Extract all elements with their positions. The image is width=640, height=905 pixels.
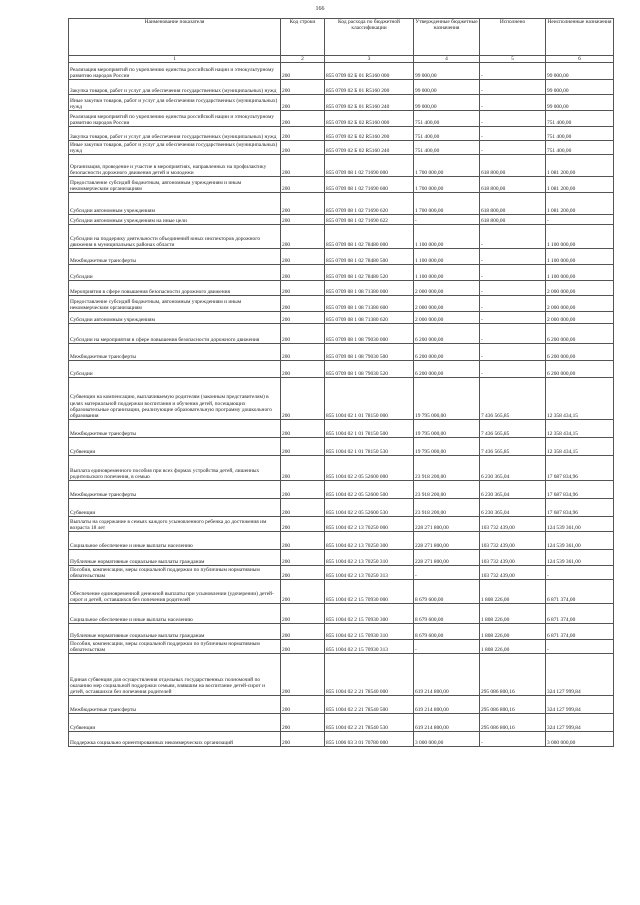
header-executed: Исполнено <box>480 19 546 56</box>
table-row <box>69 640 614 654</box>
row-name: Реализация мероприятий по укреплению единства российской нации и этнокультурному развитию народов России <box>69 111 281 127</box>
table-row <box>69 438 614 456</box>
row-line-code: 200 <box>281 296 325 312</box>
row-budget-code: 855 0709 08 1 02 78480 000 <box>325 225 414 249</box>
table-row <box>69 732 614 747</box>
table-row <box>69 111 614 127</box>
row-budget-code: 855 1004 02 2 13 70250 310 <box>325 550 414 566</box>
table-row <box>69 456 614 481</box>
row-executed: 6 230 365,04 <box>480 456 546 481</box>
row-executed: - <box>480 361 546 378</box>
row-name: Субсидии на поддержку деятельности объединений юных инспекторов дорожного движения в муниципальных районах области <box>69 225 281 249</box>
row-unexecuted: 1 081 200,00 <box>546 177 614 193</box>
row-budget-code: 855 0709 08 1 08 79030 500 <box>325 344 414 361</box>
table-row <box>69 654 614 696</box>
row-unexecuted: 6 871 374,00 <box>546 624 614 640</box>
row-executed: - <box>480 95 546 111</box>
row-budget-code: 855 0709 08 1 02 78480 500 <box>325 249 414 265</box>
row-approved: 228 271 800,00 <box>414 550 480 566</box>
row-approved: - <box>414 566 480 580</box>
row-executed: 6 230 365,04 <box>480 499 546 517</box>
row-name: Закупка товаров, работ и услуг для обеспечения государственных (муниципальных) нужд <box>69 80 281 95</box>
row-name: Закупка товаров, работ и услуг для обеспечения государственных (муниципальных) нужд <box>69 127 281 141</box>
row-approved: 2 000 000,00 <box>414 312 480 324</box>
table-row <box>69 481 614 499</box>
row-budget-code: 855 1004 02 2 21 78540 000 <box>325 654 414 696</box>
table-row <box>69 624 614 640</box>
row-budget-code: 855 0709 08 1 02 78480 520 <box>325 265 414 281</box>
row-approved: 751 400,00 <box>414 141 480 155</box>
row-line-code: 200 <box>281 732 325 747</box>
row-approved: 751 400,00 <box>414 127 480 141</box>
column-number: 4 <box>414 56 480 63</box>
row-approved: 8 679 600,00 <box>414 624 480 640</box>
row-line-code: 200 <box>281 361 325 378</box>
row-executed: 7 436 565,85 <box>480 438 546 456</box>
row-name: Субсидии на мероприятия в сфере повышения безопасности дорожного движения <box>69 324 281 344</box>
row-unexecuted: 3 000 000,00 <box>546 732 614 747</box>
row-name: Межбюджетные трансферты <box>69 696 281 714</box>
row-executed: - <box>480 296 546 312</box>
row-budget-code: 855 1004 02 1 01 78150 530 <box>325 438 414 456</box>
row-unexecuted: 1 081 200,00 <box>546 193 614 215</box>
row-name: Межбюджетные трансферты <box>69 481 281 499</box>
row-name: Пособия, компенсации, меры социальной поддержки по публичным нормативным обязательствам <box>69 566 281 580</box>
row-budget-code: 855 0709 08 1 08 71380 620 <box>325 312 414 324</box>
row-name: Единая субвенция для осуществления отдельных государственных полномочий по оказанию мер социальной поддержки семьям, взявшим на воспитание детей-сирот и детей, оставшихся без попечения родителей <box>69 654 281 696</box>
table-row <box>69 193 614 215</box>
row-approved: 19 795 000,00 <box>414 378 480 420</box>
row-approved: 99 000,00 <box>414 63 480 80</box>
row-budget-code: 855 0709 08 1 08 71380 600 <box>325 296 414 312</box>
row-unexecuted: 17 687 834,96 <box>546 499 614 517</box>
row-approved: 1 100 000,00 <box>414 225 480 249</box>
row-name: Субвенции <box>69 438 281 456</box>
row-unexecuted: 124 539 361,00 <box>546 550 614 566</box>
column-number: 3 <box>325 56 414 63</box>
row-name: Публичные нормативные социальные выплаты гражданам <box>69 550 281 566</box>
column-number-row <box>69 56 614 63</box>
row-line-code: 200 <box>281 265 325 281</box>
row-budget-code: 855 1004 02 2 15 70930 000 <box>325 580 414 604</box>
row-executed: - <box>480 225 546 249</box>
row-budget-code: 855 1004 02 1 01 78150 000 <box>325 378 414 420</box>
table-body <box>69 63 614 747</box>
row-executed: 103 732 439,00 <box>480 517 546 532</box>
row-approved: 751 400,00 <box>414 111 480 127</box>
row-approved: 23 918 200,00 <box>414 456 480 481</box>
table-row <box>69 215 614 225</box>
row-approved: 1 700 000,00 <box>414 155 480 177</box>
row-unexecuted: 2 000 000,00 <box>546 296 614 312</box>
row-unexecuted: 751 400,00 <box>546 127 614 141</box>
row-executed: - <box>480 344 546 361</box>
row-unexecuted: 6 200 000,00 <box>546 324 614 344</box>
row-budget-code: 855 0709 02 Б 02 R5160 240 <box>325 141 414 155</box>
column-number: 2 <box>281 56 325 63</box>
row-unexecuted: 1 100 000,00 <box>546 225 614 249</box>
row-approved: 1 700 000,00 <box>414 177 480 193</box>
row-budget-code: 855 0709 08 1 02 71690 622 <box>325 215 414 225</box>
row-line-code: 200 <box>281 532 325 550</box>
row-line-code: 200 <box>281 481 325 499</box>
row-name: Обеспечение единовременной денежной выплаты при усыновлении (удочерении) детей-сирот и детей, оставшихся без попечения родителей <box>69 580 281 604</box>
row-line-code: 200 <box>281 696 325 714</box>
row-unexecuted: 1 100 000,00 <box>546 265 614 281</box>
table-row <box>69 141 614 155</box>
row-budget-code: 855 1004 02 2 21 78540 500 <box>325 696 414 714</box>
row-budget-code: 855 1004 02 1 01 78150 500 <box>325 420 414 438</box>
row-line-code: 200 <box>281 640 325 654</box>
row-name: Субвенции на компенсацию, выплачиваемую родителям (законным представителям) в целях материальной поддержки воспитания и обучения детей, посещающих образовательные организации, реализующие образовательную программу дошкольного образования <box>69 378 281 420</box>
row-approved: 2 000 000,00 <box>414 281 480 296</box>
table-row <box>69 296 614 312</box>
row-budget-code: 855 1004 02 2 15 70930 313 <box>325 640 414 654</box>
table-row <box>69 378 614 420</box>
row-unexecuted: 324 127 999,84 <box>546 714 614 732</box>
row-line-code: 200 <box>281 193 325 215</box>
row-approved: 23 918 200,00 <box>414 481 480 499</box>
row-budget-code: 855 0709 08 1 02 71690 600 <box>325 177 414 193</box>
row-line-code: 200 <box>281 63 325 80</box>
row-budget-code: 855 0709 08 1 08 79030 000 <box>325 324 414 344</box>
row-executed: - <box>480 249 546 265</box>
table-row <box>69 265 614 281</box>
row-approved: 23 918 200,00 <box>414 499 480 517</box>
row-executed: 6 230 365,04 <box>480 481 546 499</box>
row-approved: 619 214 800,00 <box>414 654 480 696</box>
row-approved: 619 214 800,00 <box>414 696 480 714</box>
row-budget-code: 855 1004 02 2 05 52600 000 <box>325 456 414 481</box>
row-executed: 618 800,00 <box>480 177 546 193</box>
row-unexecuted: 6 871 374,00 <box>546 604 614 624</box>
row-line-code: 200 <box>281 344 325 361</box>
table-row <box>69 281 614 296</box>
row-line-code: 200 <box>281 420 325 438</box>
row-executed: - <box>480 141 546 155</box>
header-row <box>69 19 614 56</box>
table-row <box>69 155 614 177</box>
row-line-code: 200 <box>281 225 325 249</box>
row-budget-code: 855 1004 02 2 05 52600 530 <box>325 499 414 517</box>
table-row <box>69 80 614 95</box>
row-line-code: 200 <box>281 312 325 324</box>
row-unexecuted: 751 400,00 <box>546 111 614 127</box>
row-unexecuted: 6 871 374,00 <box>546 580 614 604</box>
row-line-code: 200 <box>281 215 325 225</box>
row-line-code: 200 <box>281 249 325 265</box>
row-line-code: 200 <box>281 127 325 141</box>
table-row <box>69 696 614 714</box>
row-approved: 99 000,00 <box>414 95 480 111</box>
row-name: Субвенции <box>69 714 281 732</box>
row-line-code: 200 <box>281 517 325 532</box>
table-row <box>69 324 614 344</box>
row-line-code: 200 <box>281 580 325 604</box>
row-approved: 1 100 000,00 <box>414 249 480 265</box>
row-name: Выплаты на содержание в семьях каждого усыновленного ребенка до достижения им возраста 18 лет <box>69 517 281 532</box>
header-budget-code: Код расхода по бюджетной классификации <box>325 19 414 56</box>
row-line-code: 200 <box>281 654 325 696</box>
row-executed: 1 808 226,00 <box>480 580 546 604</box>
budget-table <box>68 18 614 747</box>
row-unexecuted: 324 127 999,84 <box>546 654 614 696</box>
row-budget-code: 855 1004 02 2 15 70930 310 <box>325 624 414 640</box>
row-executed: - <box>480 265 546 281</box>
row-unexecuted: 751 400,00 <box>546 141 614 155</box>
row-budget-code: 855 0709 02 Б 01 R5160 000 <box>325 63 414 80</box>
row-name: Организация, проведение и участие в мероприятиях, направленных на профилактику безопасности дорожного движения детей и молодежи <box>69 155 281 177</box>
row-unexecuted: 124 539 361,00 <box>546 532 614 550</box>
row-executed: 7 436 565,85 <box>480 420 546 438</box>
row-budget-code: 855 1004 02 2 05 52600 500 <box>325 481 414 499</box>
row-budget-code: 855 1004 02 2 21 78540 530 <box>325 714 414 732</box>
row-name: Субсидии автономным учреждениям <box>69 193 281 215</box>
row-executed: 618 800,00 <box>480 215 546 225</box>
row-executed: 618 800,00 <box>480 193 546 215</box>
header-unexecuted: Неисполненные назначения <box>546 19 614 56</box>
row-approved: - <box>414 640 480 654</box>
row-name: Выплата единовременного пособия при всех формах устройства детей, лишенных родительского попечения, в семью <box>69 456 281 481</box>
row-approved: 228 271 800,00 <box>414 532 480 550</box>
table-row <box>69 225 614 249</box>
header-line-code: Код строки <box>281 19 325 56</box>
row-executed: 295 086 800,16 <box>480 654 546 696</box>
row-budget-code: 855 0709 08 1 02 71690 620 <box>325 193 414 215</box>
table-row <box>69 420 614 438</box>
row-approved: 1 100 000,00 <box>414 265 480 281</box>
row-approved: 6 200 000,00 <box>414 361 480 378</box>
row-executed: 295 086 800,16 <box>480 696 546 714</box>
row-name: Реализация мероприятий по укреплению единства российской нации и этнокультурному развитию народов России <box>69 63 281 80</box>
row-approved: 99 000,00 <box>414 80 480 95</box>
row-approved: 19 795 000,00 <box>414 420 480 438</box>
row-line-code: 200 <box>281 378 325 420</box>
row-executed: 618 800,00 <box>480 155 546 177</box>
row-budget-code: 855 0709 02 Б 01 R5160 200 <box>325 80 414 95</box>
table-row <box>69 361 614 378</box>
row-unexecuted: 2 000 000,00 <box>546 312 614 324</box>
table-row <box>69 249 614 265</box>
row-name: Иные закупки товаров, работ и услуг для обеспечения государственных (муниципальных) нужд <box>69 141 281 155</box>
row-approved: 8 679 600,00 <box>414 580 480 604</box>
row-name: Межбюджетные трансферты <box>69 249 281 265</box>
row-name: Межбюджетные трансферты <box>69 344 281 361</box>
row-line-code: 200 <box>281 566 325 580</box>
row-budget-code: 855 0709 02 Б 02 R5160 200 <box>325 127 414 141</box>
row-unexecuted: - <box>546 215 614 225</box>
row-name: Иные закупки товаров, работ и услуг для обеспечения государственных (муниципальных) нужд <box>69 95 281 111</box>
row-unexecuted: 324 127 999,84 <box>546 696 614 714</box>
row-executed: - <box>480 281 546 296</box>
row-line-code: 200 <box>281 550 325 566</box>
row-executed: 103 732 439,00 <box>480 566 546 580</box>
row-budget-code: 855 1004 02 2 15 70930 300 <box>325 604 414 624</box>
row-approved: 1 700 000,00 <box>414 193 480 215</box>
row-unexecuted: 17 687 834,96 <box>546 481 614 499</box>
row-line-code: 200 <box>281 95 325 111</box>
row-approved: 228 271 800,00 <box>414 517 480 532</box>
row-line-code: 200 <box>281 714 325 732</box>
row-budget-code: 855 0709 08 1 08 79030 520 <box>325 361 414 378</box>
row-unexecuted: 99 000,00 <box>546 80 614 95</box>
column-number: 1 <box>69 56 281 63</box>
row-line-code: 200 <box>281 141 325 155</box>
row-approved: 19 795 000,00 <box>414 438 480 456</box>
row-approved: 2 000 000,00 <box>414 296 480 312</box>
row-name: Предоставление субсидий бюджетным, автономным учреждениям и иным некоммерческим организациям <box>69 177 281 193</box>
row-line-code: 200 <box>281 155 325 177</box>
table-row <box>69 127 614 141</box>
row-name: Пособия, компенсации, меры социальной поддержки по публичным нормативным обязательствам <box>69 640 281 654</box>
row-name: Поддержка социально ориентированных некоммерческих организаций <box>69 732 281 747</box>
row-executed: 7 436 565,85 <box>480 378 546 420</box>
row-name: Межбюджетные трансферты <box>69 420 281 438</box>
row-budget-code: 855 1004 02 2 13 70250 313 <box>325 566 414 580</box>
row-line-code: 200 <box>281 324 325 344</box>
row-executed: - <box>480 111 546 127</box>
row-unexecuted: 99 000,00 <box>546 63 614 80</box>
row-approved: 8 679 600,00 <box>414 604 480 624</box>
row-executed: - <box>480 732 546 747</box>
table-row <box>69 714 614 732</box>
row-name: Субсидии автономным учреждениям на иные цели <box>69 215 281 225</box>
row-unexecuted: - <box>546 640 614 654</box>
row-name: Мероприятия в сфере повышения безопасности дорожного движения <box>69 281 281 296</box>
row-unexecuted: 124 539 361,00 <box>546 517 614 532</box>
row-budget-code: 855 1004 02 2 13 70250 300 <box>325 532 414 550</box>
row-approved: 3 000 000,00 <box>414 732 480 747</box>
table-row <box>69 550 614 566</box>
table-row <box>69 177 614 193</box>
row-unexecuted: 2 000 000,00 <box>546 281 614 296</box>
row-executed: 103 732 439,00 <box>480 550 546 566</box>
row-unexecuted: 1 100 000,00 <box>546 249 614 265</box>
column-number: 6 <box>546 56 614 63</box>
row-budget-code: 855 0709 02 Б 02 R5160 000 <box>325 111 414 127</box>
row-executed: 103 732 439,00 <box>480 532 546 550</box>
row-name: Социальное обеспечение и иные выплаты населению <box>69 604 281 624</box>
row-name: Субсидии <box>69 265 281 281</box>
row-name: Субсидии автономным учреждениям <box>69 312 281 324</box>
row-budget-code: 855 1004 02 2 13 70250 000 <box>325 517 414 532</box>
row-executed: - <box>480 312 546 324</box>
row-executed: 295 086 800,16 <box>480 714 546 732</box>
row-line-code: 200 <box>281 281 325 296</box>
row-unexecuted: 12 358 434,15 <box>546 438 614 456</box>
row-unexecuted: 6 200 000,00 <box>546 361 614 378</box>
table-row <box>69 312 614 324</box>
row-name: Субвенции <box>69 499 281 517</box>
page-number: 166 <box>315 6 325 12</box>
table-row <box>69 532 614 550</box>
row-unexecuted: 6 200 000,00 <box>546 344 614 361</box>
row-name: Публичные нормативные социальные выплаты гражданам <box>69 624 281 640</box>
row-line-code: 200 <box>281 604 325 624</box>
row-approved: - <box>414 215 480 225</box>
column-number: 5 <box>480 56 546 63</box>
table-row <box>69 499 614 517</box>
row-line-code: 200 <box>281 456 325 481</box>
row-name: Социальное обеспечение и иные выплаты населению <box>69 532 281 550</box>
row-budget-code: 855 0709 08 1 08 71380 000 <box>325 281 414 296</box>
row-executed: - <box>480 127 546 141</box>
table-row <box>69 63 614 80</box>
table-row <box>69 580 614 604</box>
table-row <box>69 566 614 580</box>
row-approved: 6 200 000,00 <box>414 344 480 361</box>
row-unexecuted: 12 358 434,15 <box>546 420 614 438</box>
header-name: Наименование показателя <box>69 19 281 56</box>
row-name: Субсидии <box>69 361 281 378</box>
row-unexecuted: 17 687 834,96 <box>546 456 614 481</box>
row-name: Предоставление субсидий бюджетным, автономным учреждениям и иным некоммерческим организациям <box>69 296 281 312</box>
row-executed: 1 808 226,00 <box>480 604 546 624</box>
table-row <box>69 95 614 111</box>
table-row <box>69 604 614 624</box>
table-row <box>69 517 614 532</box>
row-line-code: 200 <box>281 499 325 517</box>
row-approved: 6 200 000,00 <box>414 324 480 344</box>
row-executed: 1 808 226,00 <box>480 640 546 654</box>
row-line-code: 200 <box>281 111 325 127</box>
row-executed: 1 808 226,00 <box>480 624 546 640</box>
row-approved: 619 214 800,00 <box>414 714 480 732</box>
table-row <box>69 344 614 361</box>
row-executed: - <box>480 63 546 80</box>
row-executed: - <box>480 80 546 95</box>
row-executed: - <box>480 324 546 344</box>
header-approved: Утвержденные бюджетные назначения <box>414 19 480 56</box>
row-line-code: 200 <box>281 624 325 640</box>
row-line-code: 200 <box>281 177 325 193</box>
row-budget-code: 855 0709 08 1 02 71690 000 <box>325 155 414 177</box>
row-unexecuted: 12 358 434,15 <box>546 378 614 420</box>
row-unexecuted: 99 000,00 <box>546 95 614 111</box>
row-budget-code: 855 1006 03 3 01 70780 000 <box>325 732 414 747</box>
row-budget-code: 855 0709 02 Б 01 R5160 240 <box>325 95 414 111</box>
row-line-code: 200 <box>281 80 325 95</box>
row-unexecuted: 1 081 200,00 <box>546 155 614 177</box>
row-line-code: 200 <box>281 438 325 456</box>
row-unexecuted: - <box>546 566 614 580</box>
